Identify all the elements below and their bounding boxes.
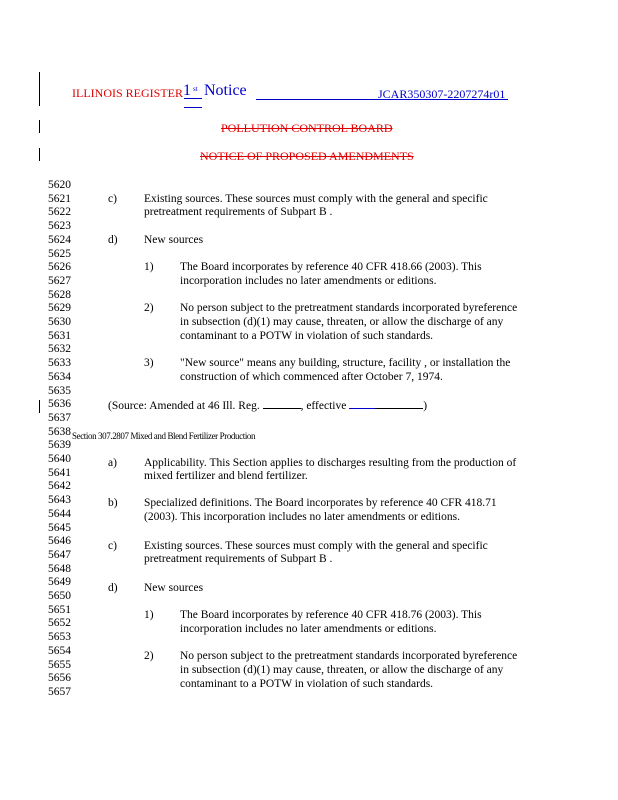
paragraph-line: in subsection (d)(1) may cause, threaten, or allow the discharge of any (180, 664, 504, 676)
line-number: 5647 (48, 548, 71, 561)
paragraph-line: Applicability. This Section applies to discharges resulting from the production of (144, 457, 517, 469)
issue-suffix: st (193, 85, 198, 93)
paragraph-line: mixed fertilizer and blend fertilizer. (144, 470, 308, 482)
line-number: 5625 (48, 247, 71, 260)
line-number: 5633 (48, 357, 71, 370)
paragraph-line: incorporation includes no later amendments or editions. (180, 623, 437, 635)
line-number: 5644 (48, 507, 71, 520)
source-prefix: (Source: Amended at 46 Ill. Reg. (108, 400, 260, 412)
paragraph-line: New sources (144, 582, 204, 594)
item-label: b) (108, 497, 118, 509)
source-mid: , effective (300, 400, 347, 412)
line-number: 5654 (48, 644, 71, 657)
paragraph-line: No person subject to the pretreatment standards incorporated byreference (180, 650, 518, 662)
paragraph-line: pretreatment requirements of Subpart B . (144, 206, 333, 218)
notice-title: NOTICE OF PROPOSED AMENDMENTS (200, 149, 414, 163)
line-number: 5621 (48, 192, 71, 205)
line-number: 5622 (48, 206, 71, 219)
line-number: 5632 (48, 343, 71, 356)
line-number: 5643 (48, 494, 71, 507)
jcar-code: JCAR350307-2207274r01 (378, 87, 506, 101)
line-number: 5648 (48, 562, 71, 575)
line-number: 5657 (48, 685, 71, 698)
paragraph-line: The Board incorporates by reference 40 CFR 418.66 (2003). This (180, 261, 482, 273)
blank-line-inserted (349, 398, 375, 409)
register-label: ILLINOIS REGISTER (72, 86, 183, 100)
line-number: 5653 (48, 631, 71, 644)
change-bar (39, 400, 40, 413)
paragraph-line: New sources (144, 234, 204, 246)
line-number: 5627 (48, 274, 71, 287)
line-number: 5628 (48, 288, 71, 301)
item-label: a) (108, 457, 117, 469)
issue-underline-marks (184, 98, 202, 108)
change-bar (39, 148, 40, 161)
change-bar (39, 120, 40, 133)
notice-label: Notice (204, 82, 247, 99)
line-number: 5650 (48, 590, 71, 602)
line-number: 5645 (48, 521, 71, 534)
line-number: 5626 (48, 261, 71, 274)
paragraph-line: contaminant to a POTW in violation of such standards. (180, 678, 434, 690)
paragraph-line: "New source" means any building, structure, facility , or installation the (180, 357, 511, 369)
line-number: 5638 (48, 425, 71, 438)
item-label: d) (108, 234, 118, 246)
board-title: POLLUTION CONTROL BOARD (221, 121, 393, 135)
line-number: 5636 (48, 398, 71, 411)
item-label: c) (108, 540, 117, 552)
line-number: 5651 (48, 603, 71, 616)
source-note (108, 398, 427, 413)
line-number: 5637 (48, 411, 71, 424)
blank-line (375, 398, 423, 409)
line-number: 5656 (48, 672, 71, 685)
paragraph-line: construction of which commenced after October 7, 1974. (180, 371, 443, 383)
issue-number: 1 (183, 82, 191, 99)
paragraph-line: The Board incorporates by reference 40 CFR 418.76 (2003). This (180, 609, 482, 621)
item-label: 2) (144, 650, 154, 662)
line-number: 5631 (48, 329, 71, 342)
line-number: 5649 (48, 576, 71, 589)
item-label: 3) (144, 357, 154, 369)
paragraph-line: Existing sources. These sources must comply with the general and specific (144, 193, 488, 205)
paragraph-line: No person subject to the pretreatment standards incorporated byreference (180, 302, 518, 314)
line-number: 5655 (48, 658, 71, 671)
section-heading: Section 307.2807 Mixed and Blend Fertilizer Production (72, 431, 256, 441)
line-number: 5634 (48, 370, 71, 383)
item-label: 1) (144, 261, 154, 273)
line-number: 5635 (48, 384, 71, 397)
paragraph-line: (2003). This incorporation includes no later amendments or editions. (144, 511, 460, 523)
line-number: 5646 (48, 535, 71, 548)
line-number: 5640 (48, 453, 71, 465)
line-number: 5629 (48, 302, 71, 315)
item-label: c) (108, 193, 117, 205)
line-number: 5624 (48, 233, 71, 246)
paragraph-line: Specialized definitions. The Board incorporates by reference 40 CFR 418.71 (144, 497, 497, 509)
item-label: d) (108, 582, 118, 594)
paragraph-line: pretreatment requirements of Subpart B . (144, 553, 333, 565)
paragraph-line: incorporation includes no later amendments or editions. (180, 275, 437, 287)
source-suffix: ) (423, 400, 428, 412)
item-label: 1) (144, 609, 154, 621)
line-number: 5652 (48, 617, 71, 630)
line-number: 5639 (48, 439, 71, 452)
item-label: 2) (144, 302, 154, 314)
line-number: 5620 (48, 179, 71, 191)
paragraph-line: Existing sources. These sources must comply with the general and specific (144, 540, 488, 552)
line-number: 5623 (48, 220, 71, 233)
change-bar (39, 72, 40, 106)
line-number: 5641 (48, 466, 71, 479)
paragraph-line: contaminant to a POTW in violation of such standards. (180, 330, 434, 342)
line-number: 5642 (48, 480, 71, 493)
paragraph-line: in subsection (d)(1) may cause, threaten, or allow the discharge of any (180, 316, 504, 328)
blank-line (263, 398, 301, 409)
line-number: 5630 (48, 316, 71, 328)
